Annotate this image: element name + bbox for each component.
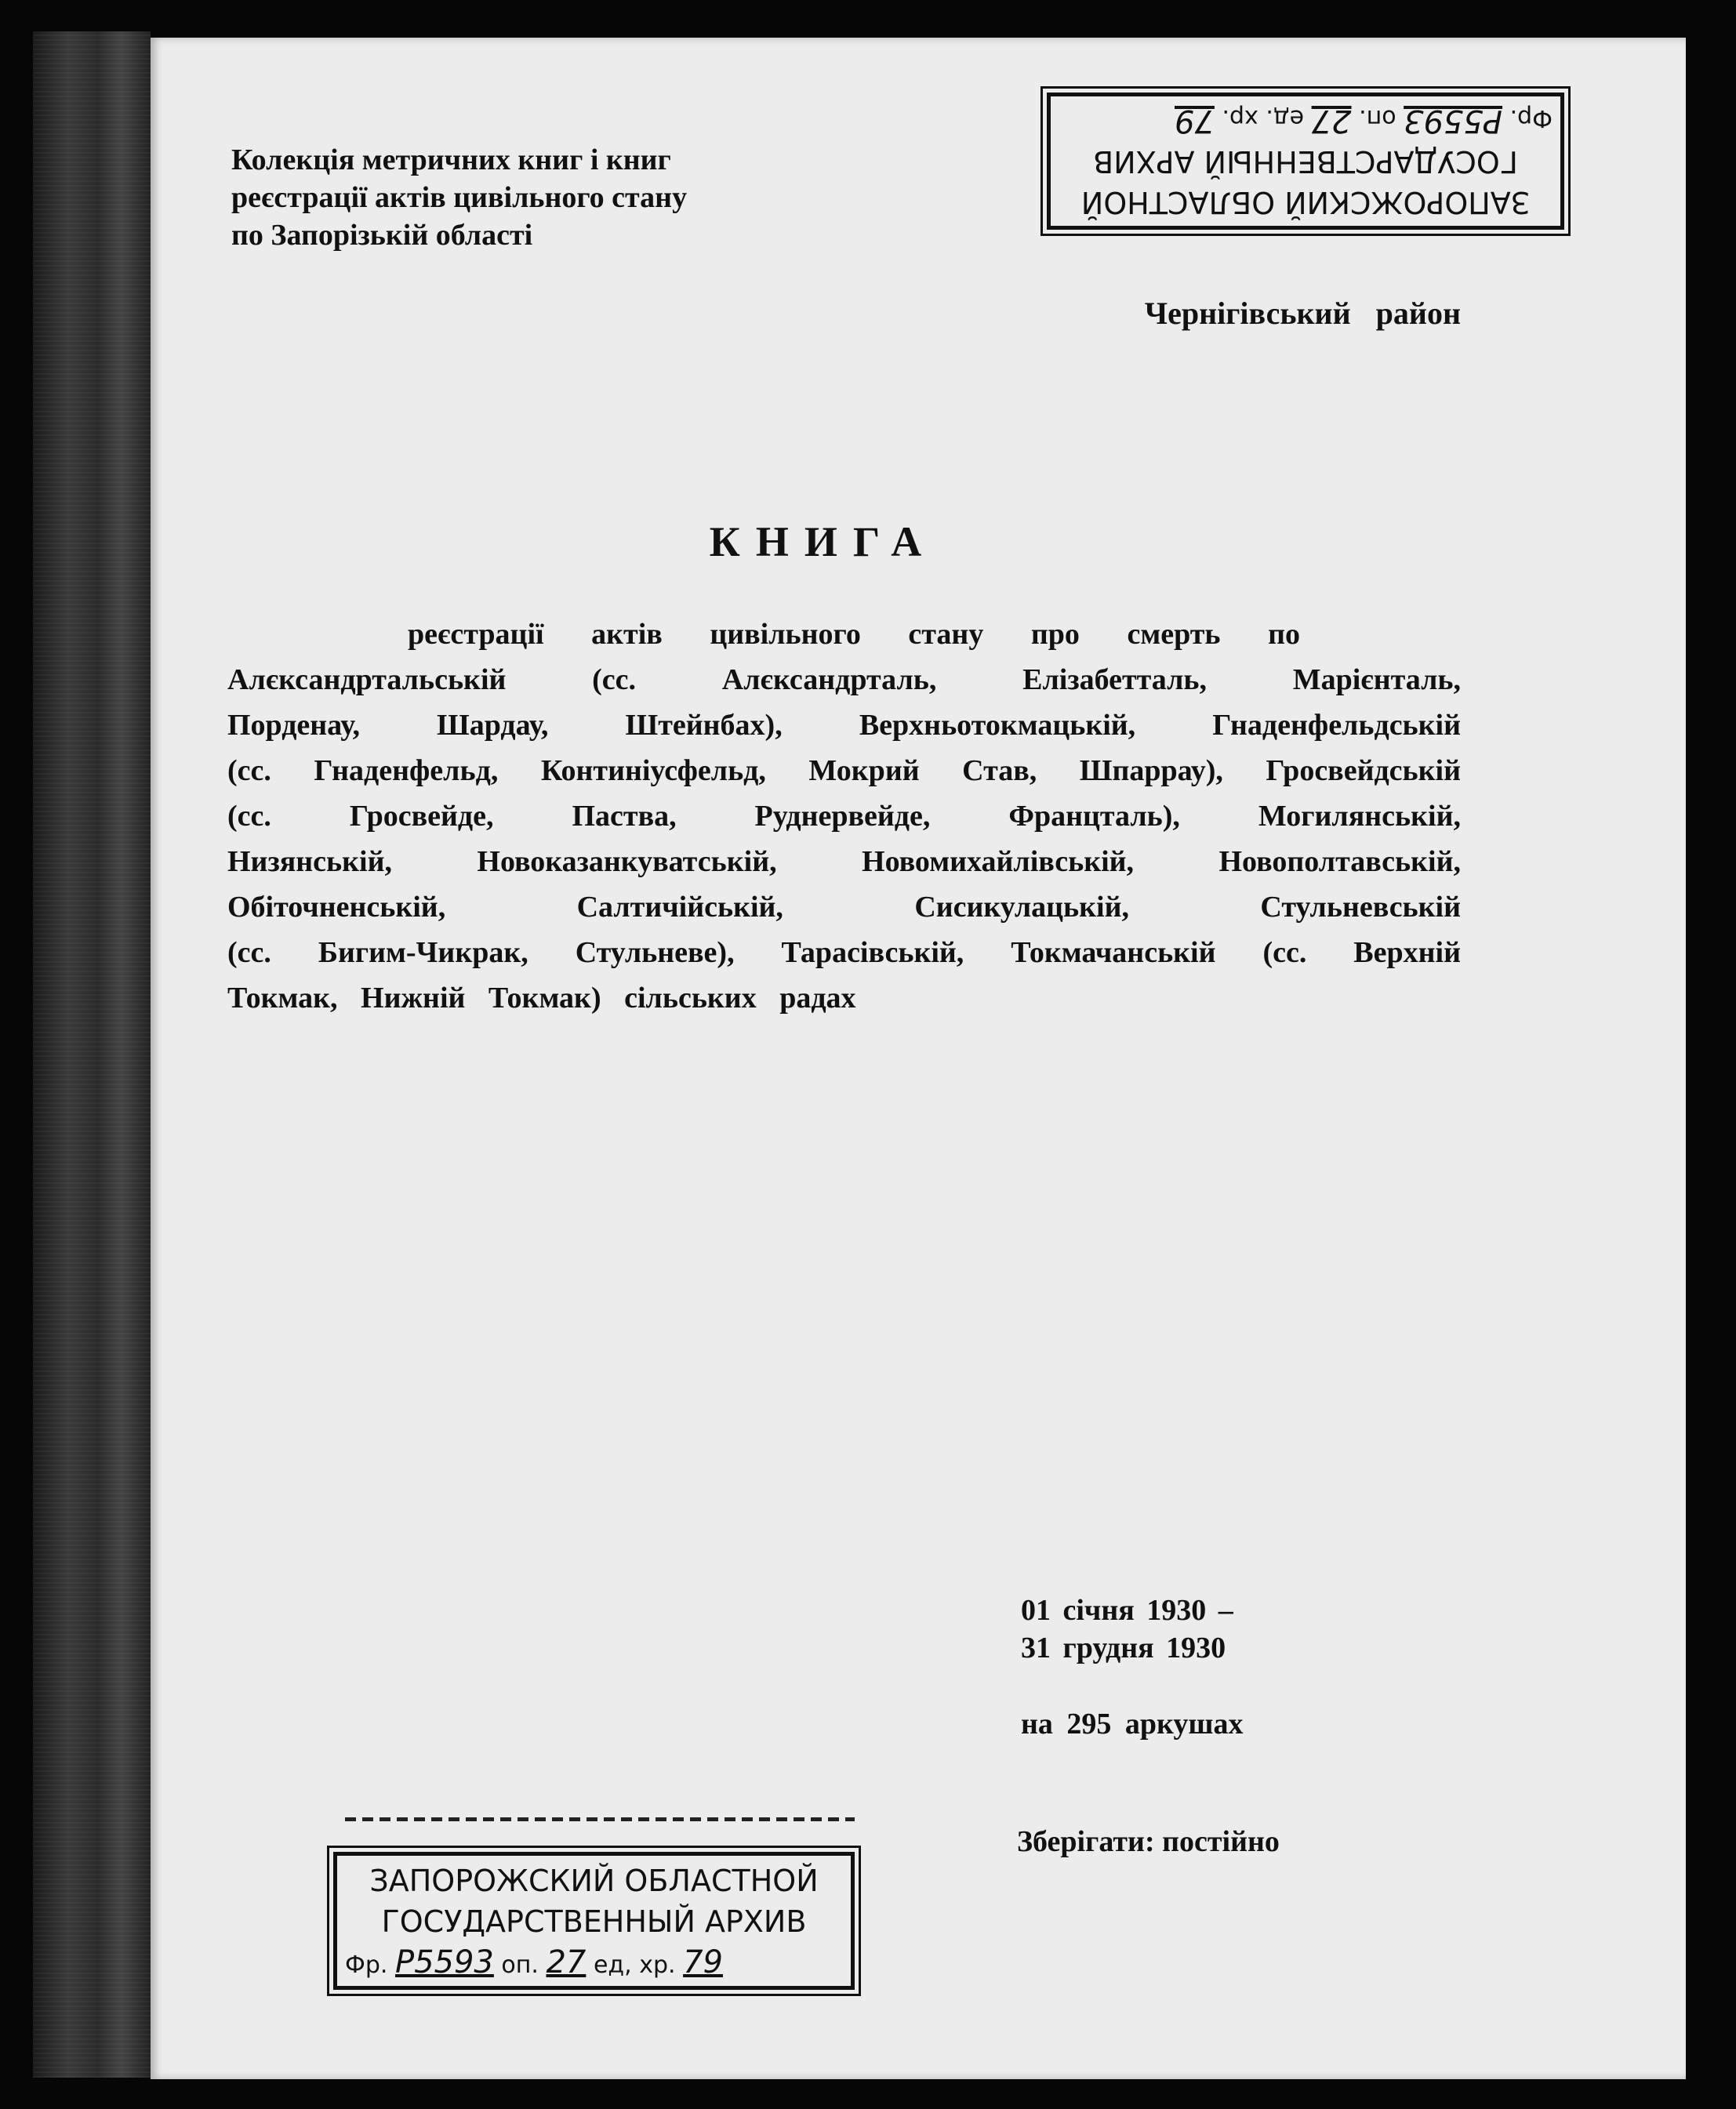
stamp-top-fr-label: Фр. [1509,104,1553,132]
stamp-top-line2: ГОСУДАРСТВЕННЫЙ АРХИВ [1093,144,1518,179]
description-line: Токмак, Нижній Токмак) сільських радах [227,982,856,1015]
stamp-top-ed-label: ед. хр. [1222,104,1305,132]
description-line: Порденау, Шардау, Штейнбах), Верхньотокмацькій, Гнаденфельдській [227,709,1461,742]
stamp-bottom-ed-label: ед, хр. [593,1951,676,1979]
stamp-bottom-fr-label: Фр. [345,1951,388,1979]
stamp-bottom-op: 27 [546,1944,587,1980]
date-range: 01 січня 1930 – 31 грудня 1930 [1021,1594,1233,1664]
description-line: Обіточненській, Салтичійській, Сисикулацькій, Стульневській [227,891,1461,924]
district-name: Чернігівський район [1144,296,1461,331]
description-line: (сс. Гросвейде, Паства, Руднервейде, Францталь), Могилянській, [227,800,1461,833]
stamp-top-op: 27 [1311,103,1352,139]
binding-texture [33,31,151,2078]
stamp-top-ref [1051,97,1560,141]
description-line: (сс. Бигим-Чикрак, Стульневе), Тарасівській, Токмачанській (сс. Верхній [227,936,1461,969]
document-title: КНИГА [709,518,938,565]
book-binding [33,31,151,2078]
stamp-top-op-label: оп. [1359,104,1396,132]
description-line: Алєксандртальській (сс. Алєксандрталь, Елізабетталь, Марієнталь, [227,663,1461,696]
collection-heading: Колекція метричних книг і книг реєстрації актів цивільного стану по Запорізькій області [231,143,688,252]
description-line: (сс. Гнаденфельд, Континіусфельд, Мокрий Став, Шпаррау), Гросвейдській [227,754,1461,787]
stamp-bottom-op-label: оп. [501,1951,539,1979]
stamp-top-fr: Р5593 [1404,103,1503,139]
archive-stamp-bottom [333,1852,855,1990]
stamp-bottom-ref [337,1942,851,1986]
retention-note: Зберігати: постійно [1017,1825,1280,1858]
stamp-top-ed: 79 [1175,103,1215,139]
stamp-top-line1: ЗАПОРОЖСКИЙ ОБЛАСТНОЙ [1080,185,1531,220]
description-line: реєстрації актів цивільного стану про смерть по [408,618,1300,651]
archive-stamp-top [1047,93,1564,230]
document-description [227,612,1461,1021]
stamp-bottom-ed: 79 [683,1944,723,1980]
sheet-count: на 295 аркушах [1021,1708,1244,1741]
description-line: Низянській, Новоказанкуватській, Новомихайлівській, Новополтавській, [227,845,1461,878]
stamp-bottom-line2: ГОСУДАРСТВЕННЫЙ АРХИВ [381,1904,807,1939]
stamp-bottom-fr: Р5593 [394,1944,494,1980]
stamp-bottom-line1: ЗАПОРОЖСКИЙ ОБЛАСТНОЙ [369,1864,819,1898]
paper-sheet [151,38,1686,2079]
stamp-dashed-edge [345,1817,855,1821]
